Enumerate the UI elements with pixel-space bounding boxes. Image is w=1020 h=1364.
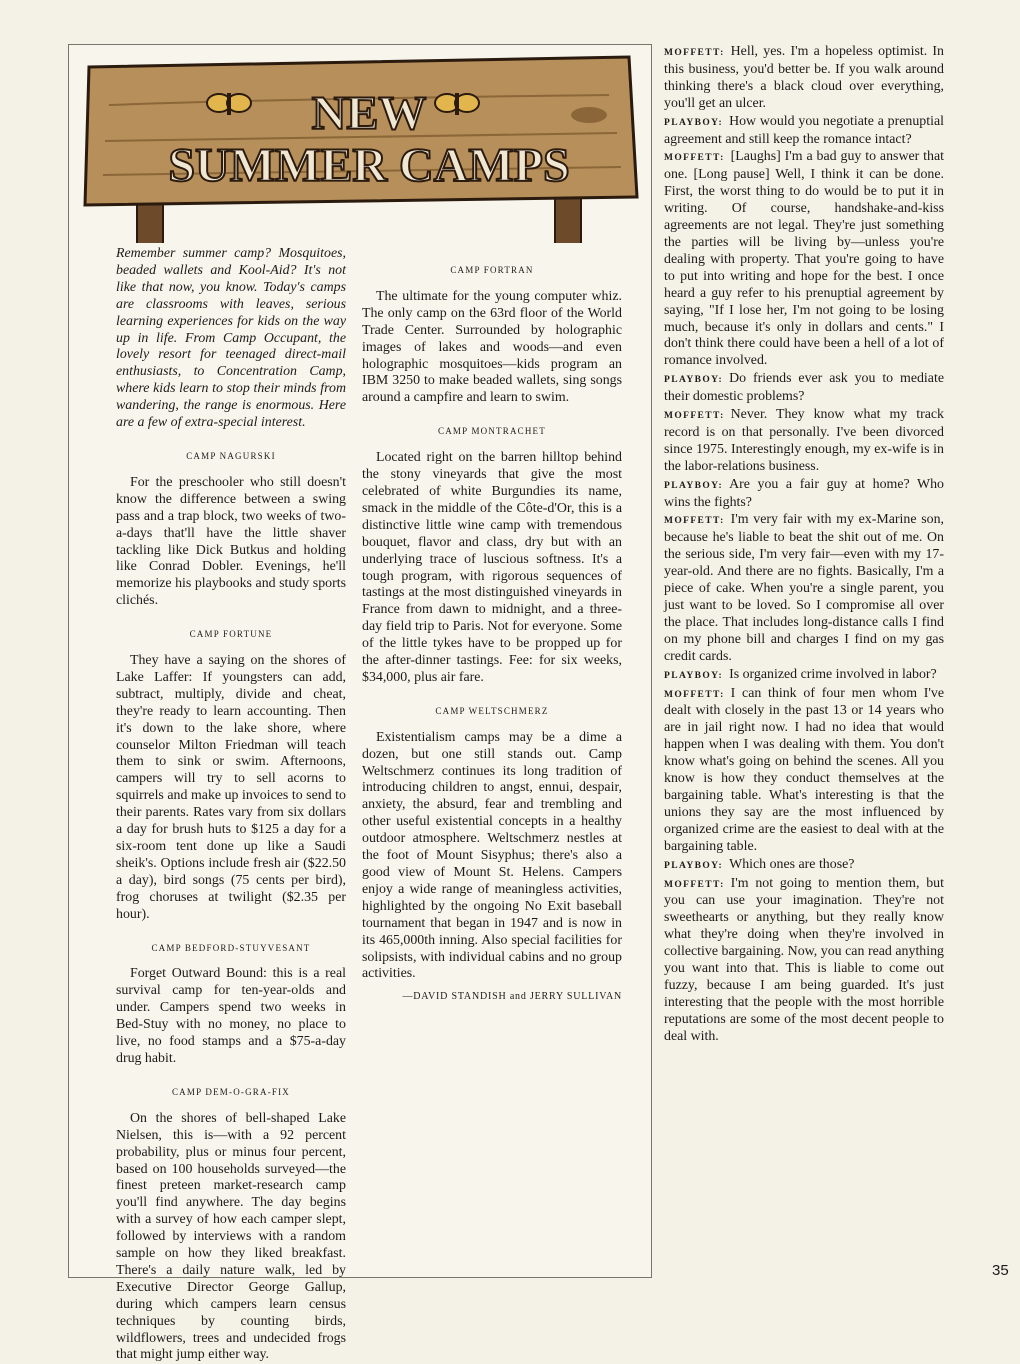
camp-body: The ultimate for the young computer whiz. The only camp on the 63rd floor of the World Trade Center. Surrounded by holographic images of lakes and woods—and even holographic mosquitoes—kids program an IBM 3250 to make beaded wallets, sing songs around a campfire and learn to swim. bbox=[362, 288, 622, 406]
speaker-label: PLAYBOY: bbox=[664, 480, 724, 491]
interview-turn bbox=[664, 149, 944, 370]
interview-text: Do friends ever ask you to mediate their domestic problems? bbox=[664, 371, 944, 405]
interview-text: Which ones are those? bbox=[729, 856, 855, 872]
speaker-label: PLAYBOY: bbox=[664, 375, 724, 386]
interview-turn bbox=[664, 686, 944, 856]
camp-title: CAMP WELTSCHMERZ bbox=[435, 705, 549, 716]
speaker-label: PLAYBOY: bbox=[664, 860, 724, 871]
interview-turn bbox=[664, 857, 944, 875]
interview-turn bbox=[664, 371, 944, 406]
sign-title-line2: SUMMER CAMPS bbox=[168, 139, 570, 192]
interview-turn bbox=[664, 407, 944, 476]
interview-text: How would you negotiate a prenuptial agreement and still keep the romance intact? bbox=[664, 113, 944, 147]
interview-text: Is organized crime involved in labor? bbox=[729, 666, 937, 682]
camp-title: CAMP MONTRACHET bbox=[438, 426, 546, 437]
butterfly-icon bbox=[207, 93, 251, 115]
byline: —DAVID STANDISH and JERRY SULLIVAN bbox=[402, 991, 622, 1003]
speaker-label: MOFFETT: bbox=[664, 879, 725, 890]
camp-title: CAMP FORTRAN bbox=[450, 265, 534, 275]
speaker-label: MOFFETT: bbox=[664, 153, 725, 164]
interview-text: I can think of four men whom I've dealt with closely in the past 13 or 14 years who are in jail right now. I had no idea that would happen when I was dealing with them. You don't know what's going on behind the scenes. All you know is how they conduct themselves at the bargaining table. What's interesting is that the unions they say are the most influenced by organized crime are the easiest to deal with at the bargaining table. bbox=[664, 685, 944, 854]
page-number: 35 bbox=[992, 1262, 1009, 1279]
interview-turn bbox=[664, 667, 944, 685]
interview-turn bbox=[664, 876, 944, 1046]
interview-turn bbox=[664, 44, 944, 113]
interview-turn bbox=[664, 114, 944, 149]
camp-title: CAMP FORTUNE bbox=[189, 629, 273, 640]
camp-title: CAMP NAGURSKI bbox=[186, 450, 276, 461]
interview-text: Never. They know what my track record is on that personally. I've been divorced since 1975. Interestingly enough, my ex-wife is in the labor-relations business. bbox=[664, 407, 944, 474]
interview-text: Hell, yes. I'm a hopeless optimist. In this business, you'd better be. If you walk around thinking there's a black cloud over everything, you'll get an ulcer. bbox=[664, 44, 944, 111]
sign-title-line1: NEW bbox=[311, 87, 427, 140]
camp-body: On the shores of bell-shaped Lake Nielsen, this is—with a 92 percent probability, plus or minus four percent, based on 100 households surveyed—the finest preteen market-research camp you'll find anywhere. The day begins with a survey of how each camper slept, followed by interviews with a random sample on how they liked breakfast. There's a daily nature walk, led by Executive Director George Gallup, during which campers learn census techniques by counting birds, wildflowers, trees and undecided frogs that might jump either way. bbox=[116, 1110, 346, 1363]
interview-text: I'm very fair with my ex-Marine son, because he's liable to beat the shit out of me. On the serious side, I'm very fair—even with my 17-year-old. And there are no fights. Basically, I'm a piece of cake. When you're a single parent, you just want to be loved. So I compromise all over the place. That includes long-distance calls I find on my phone bill and charges I find on my gas credit cards. bbox=[664, 512, 944, 664]
interview-turn bbox=[664, 512, 944, 665]
speaker-label: PLAYBOY: bbox=[664, 670, 724, 681]
speaker-label: PLAYBOY: bbox=[664, 117, 724, 128]
speaker-label: MOFFETT: bbox=[664, 411, 725, 422]
camp-title: CAMP DEM-O-GRA-FIX bbox=[171, 1086, 291, 1097]
speaker-label: MOFFETT: bbox=[664, 48, 725, 58]
camp-body: Existentialism camps may be a dime a dozen, but one still stands out. Camp Weltschmerz continues its long tradition of introducing children to angst, ennui, despair, anxiety, the absurd, fear and trembling and other useful existential concepts in a healthy outdoor atmosphere. Weltschmerz nestles at the foot of Mount Sisyphus; there's also a good view of Mount St. Helens. Campers enjoy a wide range of meaningless activities, highlighted by the ongoing No Exit baseball tournament that began in 1947 and is now in its 465,000th inning. Also special facilities for solipsists, with individual cabins and no group activities. bbox=[362, 729, 622, 982]
intro-paragraph: Remember summer camp? Mosquitoes, beaded wallets and Kool-Aid? It's not like that now, you know. Today's camps are classrooms with leaves, serious learning experiences for kids on the way up in life. From Camp Occupant, the lovely resort for teenaged direct-mail enthusiasts, to Concentration Camp, where kids learn to stop their minds from wandering, the range is enormous. Here are a few of extra-special interest. bbox=[116, 246, 346, 431]
speaker-label: MOFFETT: bbox=[664, 516, 725, 527]
camp-body: For the preschooler who still doesn't know the difference between a swing pass and a trap block, two weeks of two-a-days that'll have the little shaver tackling like Dick Butkus and holding like Conrad Dobler. Evenings, he'll memorize his playbooks and study sports clichés. bbox=[116, 474, 346, 609]
wooden-sign-illustration bbox=[69, 45, 651, 243]
camps-column-1 bbox=[116, 246, 346, 1364]
speaker-label: MOFFETT: bbox=[664, 689, 725, 700]
camp-body: Located right on the barren hilltop behind the stony vineyards that give the most celebrated of white Burgundies its name, smack in the middle of the Côte-d'Or, this is a distinctive little wine camp with tremendous bouquet, flavor and class, dry but with an underlying trace of luscious softness. It's a tough program, with rigorous sequences of tastings at the most distinguished vineyards in France from dawn to midnight, and a three-day field trip to Paris. Not for everyone. Some of the little tykes have to be propped up for the after-dinner tastings. Fee: for six weeks, $34,000, plus air fare. bbox=[362, 450, 622, 685]
camp-title: CAMP BEDFORD-STUYVESANT bbox=[151, 942, 311, 953]
camp-body: They have a saying on the shores of Lake Laffer: If youngsters can add, subtract, multiply, divide and cheat, they're ready to learn accounting. Then it's down to the lake shore, where counselor Milton Friedman will teach them to sink or swim. Afternoons, campers will try to sell acorns to squirrels and make up invoices to send to their parents. Rates vary from six dollars a day for brush huts to $125 a day for a six-room tent done up like a Saudi sheik's. Options include fresh air ($22.50 a day), bird songs (75 cents per bird), frog choruses at twilight ($2.35 per hour). bbox=[116, 653, 346, 922]
camp-body: Forget Outward Bound: this is a real survival camp for ten-year-olds and under. Campers spend two weeks in Bed-Stuy with no money, no place to live, no food stamps and a $75-a-day drug habit. bbox=[116, 966, 346, 1066]
interview-turn bbox=[664, 477, 944, 512]
interview-column bbox=[664, 44, 944, 1047]
interview-text: [Laughs] I'm a bad guy to answer that one. [Long pause] Well, I think it can be done. First, the worst thing to do would be to put it in writing. Of course, handshake-and-kiss agreements are not legal. They're just something the parties will be living by—unless you're dealing with property. That you're going to have to put into writing and hope for the best. I once heard a guy refer to his prenuptial agreement by saying, "If I lose her, I'm not going to be losing much, because it's only in dollars and cents." I don't think there could have been a hell of a lot of romance involved. bbox=[664, 149, 944, 369]
interview-text: I'm not going to mention them, but you can use your imagination. They're not sweethearts or anything, but they really know what they're doing when they're involved in collective bargaining. Now, you can read anything you want into that. This is liable to come out fuzzy, because I am being guarded. It's just interesting that the people with the most horrible reputations are some of the most decent people to deal with. bbox=[664, 875, 944, 1044]
camps-column-2 bbox=[362, 246, 622, 1006]
butterfly-icon bbox=[435, 93, 479, 115]
interview-text: Are you a fair guy at home? Who wins the fights? bbox=[664, 476, 944, 510]
